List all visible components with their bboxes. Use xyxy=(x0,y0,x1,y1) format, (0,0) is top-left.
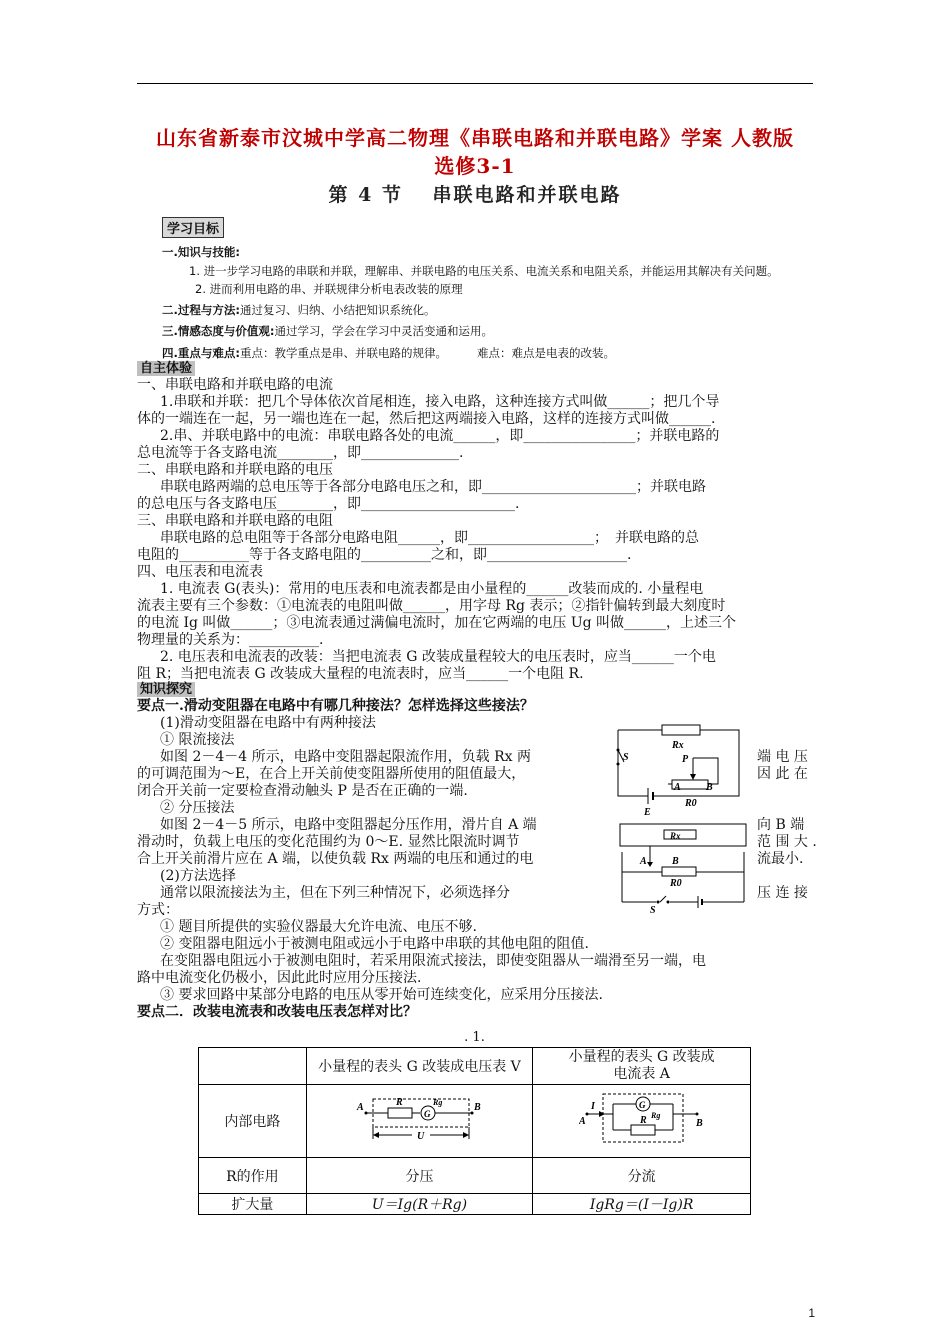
self-l5: 串联电路两端的总电压等于各部分电路电压之和，即______________________；并联电路 xyxy=(160,479,706,495)
section-title: 第 4 节 串联电路和并联电路 xyxy=(328,184,622,206)
self-l12: 物理量的关系为：__________. xyxy=(137,632,324,648)
explore-a3: 如图 2－4－4 所示，电路中变阻器起限流作用，负载 Rx 两 xyxy=(160,749,531,765)
explore-a4: 的可调范围为～E，在合上开关前使变阻器所使用的阻值最大， xyxy=(137,766,526,782)
fig4-r-label: R xyxy=(639,1115,647,1126)
self-l3: 2.串、并联电路中的电流：串联电路各处的电流______，即________________；并联电路的 xyxy=(160,428,720,444)
self-l7: 串联电路的总电阻等于各部分电路电阻______，即__________________； 并联电路的总 xyxy=(160,530,699,546)
self-l10: 流表主要有三个参数：①电流表的电阻叫做______，用字母 Rg 表示；②指针偏转到最大刻度时 xyxy=(137,598,726,614)
table-row-r-role: R的作用 xyxy=(199,1158,307,1194)
table-header-voltmeter: 小量程的表头 G 改装成电压表 V xyxy=(306,1048,533,1085)
table-row-internal-circuit: 内部电路 xyxy=(199,1085,307,1158)
table-corner xyxy=(199,1048,307,1085)
fig3-g-label: G xyxy=(424,1109,431,1119)
fig1-r0-label: R0 xyxy=(685,798,697,809)
goal-k1: 1. 进一步学习电路的串联和并联，理解串、并联电路的电压关系、电流关系和电阻关系，并能运用其解决有关问题。 xyxy=(189,264,779,278)
comparison-table xyxy=(198,1047,751,1215)
point2-heading: 要点二．改装电流表和改装电压表怎样对比？ xyxy=(137,1004,417,1020)
explore-a3r: 端 电 压 xyxy=(757,749,808,765)
fig3-r-label: R xyxy=(396,1097,404,1108)
explore-a2: ① 限流接法 xyxy=(160,732,235,748)
fig2-r0-label: R0 xyxy=(670,878,682,889)
fig1-p-label: P xyxy=(682,754,689,765)
table-cell-voltmeter-circuit xyxy=(306,1085,533,1158)
explore-a11r: 压 连 接 xyxy=(757,885,808,901)
explore-a14: ② 变阻器电阻远小于被测电阻或远小于电路中串联的其他电阻的阻值. xyxy=(160,936,589,952)
self-h4: 四、电压表和电流表 xyxy=(137,564,263,580)
point1-heading: 要点一.滑动变阻器在电路中有哪几种接法？怎样选择这些接法？ xyxy=(137,698,534,714)
fig3-rg-label: Rg xyxy=(433,1098,443,1107)
goal-key: 四.重点与难点:重点：教学重点是串、并联电路的规律。 难点：难点是电表的改装。 xyxy=(162,346,615,360)
top-rule xyxy=(137,83,813,84)
explore-a12: 方式： xyxy=(137,902,179,918)
self-l6: 的总电压与各支路电压________，即______________________. xyxy=(137,496,520,512)
voltmeter-circuit-diagram xyxy=(356,1093,482,1145)
explore-header: 知识探究 xyxy=(137,682,195,697)
explore-a5: 闭合开关前一定要检查滑动触头 P 是否在正确的一端. xyxy=(137,783,468,799)
explore-a8r: 范 围 大 . xyxy=(757,834,817,850)
explore-a9r: 流最小. xyxy=(757,851,804,867)
fig2-b-label: B xyxy=(672,856,679,867)
self-l13: 2. 电压表和电流表的改装：当把电流表 G 改装成量程较大的电压表时，应当______一个电 xyxy=(160,649,716,665)
table-caption: . 1. xyxy=(464,1030,485,1045)
table-cell-ammeter-formula: IgRg＝(I－Ig)R xyxy=(533,1194,751,1215)
self-h1: 一、串联电路和并联电路的电流 xyxy=(137,377,333,393)
table-cell-voltmeter-formula: U＝Ig(R＋Rg) xyxy=(306,1194,533,1215)
figure-current-limiting-circuit xyxy=(608,718,754,816)
self-h2: 二、串联电路和并联电路的电压 xyxy=(137,462,333,478)
goal-process: 二.过程与方法:通过复习、归纳、小结把知识系统化。 xyxy=(162,303,436,317)
fig1-s-label: S xyxy=(623,752,629,763)
fig4-i-label: I xyxy=(590,1101,595,1112)
table-cell-voltage-divide: 分压 xyxy=(306,1158,533,1194)
goals-header: 学习目标 xyxy=(162,217,224,238)
self-h3: 三、串联电路和并联电路的电阻 xyxy=(137,513,333,529)
doc-title-line2: 选修3-1 xyxy=(434,154,516,178)
fig3-a-label: A xyxy=(357,1102,365,1113)
self-l14: 阻 R；当把电流表 G 改装成大量程的电流表时，应当______一个电阻 R. xyxy=(137,666,584,682)
explore-a15: 在变阻器电阻远小于被测电阻时，若采用限流式接法，即使变阻器从一端滑至另一端，电 xyxy=(160,953,706,969)
fig2-a-label: A xyxy=(640,856,647,867)
explore-a4r: 因 此 在 xyxy=(757,766,808,782)
table-row-expansion: 扩大量 xyxy=(199,1194,307,1215)
explore-a10: (2)方法选择 xyxy=(160,868,236,884)
explore-a13: ① 题目所提供的实验仪器最大允许电流、电压不够. xyxy=(160,919,477,935)
fig4-rg-label: Rg xyxy=(650,1111,660,1120)
fig1-b-label: B xyxy=(706,782,713,793)
explore-a16: 路中电流变化仍极小，因此此时应用分压接法. xyxy=(137,970,422,986)
goal-knowledge-label: 一.知识与技能: xyxy=(162,245,240,259)
explore-a1: (1)滑动变阻器在电路中有两种接法 xyxy=(160,715,376,731)
explore-a9: 合上开关前滑片应在 A 端，以使负载 Rx 两端的电压和通过的电 xyxy=(137,851,534,867)
fig4-b-label: B xyxy=(695,1118,703,1129)
self-l1: 1.串联和并联：把几个导体依次首尾相连，接入电路，这种连接方式叫做______；把几个导 xyxy=(160,394,720,410)
self-l2: 体的一端连在一起，另一端也连在一起，然后把这两端接入电路，这样的连接方式叫做______. xyxy=(137,411,716,427)
self-header: 自主体验 xyxy=(137,361,195,376)
table-header-ammeter: 小量程的表头 G 改装成 电流表 A xyxy=(533,1048,751,1085)
explore-a17: ③ 要求回路中某部分电路的电压从零开始可连续变化，应采用分压接法. xyxy=(160,987,603,1003)
fig4-a-label: A xyxy=(578,1116,586,1127)
table-cell-current-divide: 分流 xyxy=(533,1158,751,1194)
doc-title-line1: 山东省新泰市汶城中学高二物理《串联电路和并联电路》学案 人教版 xyxy=(156,126,794,150)
explore-a8: 滑动时，负载上电压的变化范围约为 0～E. 显然比限流时调节 xyxy=(137,834,520,850)
fig2-s-label: S xyxy=(650,905,656,914)
fig1-e-label: E xyxy=(644,807,651,816)
self-l11: 的电流 Ig 叫做______；③电流表通过满偏电流时，加在它两端的电压 Ug 叫做______，上述三个 xyxy=(137,615,737,631)
fig1-a-label: A xyxy=(674,782,681,793)
fig4-g-label: G xyxy=(638,1100,646,1110)
explore-a6: ② 分压接法 xyxy=(160,800,235,816)
fig2-rx-label: Rx xyxy=(670,831,681,841)
explore-a11: 通常以限流接法为主，但在下列三种情况下，必须选择分 xyxy=(160,885,510,901)
self-l8: 电阻的__________等于各支路电阻的__________之和，即____________________. xyxy=(137,547,632,563)
fig3-b-label: B xyxy=(474,1102,482,1113)
self-l4: 总电流等于各支路电流________，即______________. xyxy=(137,445,464,461)
ammeter-circuit-diagram xyxy=(579,1090,705,1148)
explore-a7r: 向 B 端 xyxy=(757,817,805,833)
goal-emotion: 三.情感态度与价值观:通过学习，学会在学习中灵活变通和运用。 xyxy=(162,324,493,338)
fig1-rx-label: Rx xyxy=(672,740,684,751)
table-cell-ammeter-circuit xyxy=(533,1085,751,1158)
fig3-u-label: U xyxy=(417,1131,425,1142)
explore-a7: 如图 2－4－5 所示，电路中变阻器起分压作用，滑片自 A 端 xyxy=(160,817,537,833)
goal-k2: 2. 进而利用电路的串、并联规律分析电表改装的原理 xyxy=(195,282,463,296)
self-l9: 1. 电流表 G(表头)：常用的电压表和电流表都是由小量程的______改装而成的. 小量程电 xyxy=(160,581,704,597)
page-number: 1 xyxy=(808,1306,815,1320)
figure-voltage-divider-circuit xyxy=(610,818,756,914)
